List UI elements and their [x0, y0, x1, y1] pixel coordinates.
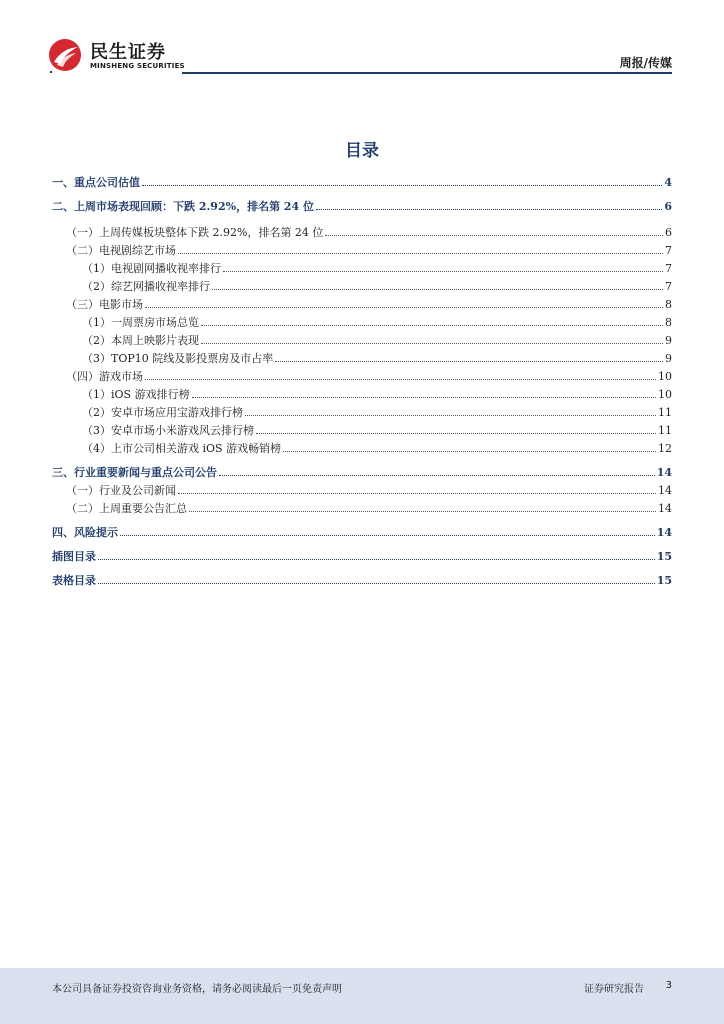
toc-entry[interactable]: [52, 366, 672, 384]
toc-entry-page: 7: [665, 280, 672, 293]
toc-entry-page: 8: [665, 298, 672, 311]
toc-entry-page: 12: [658, 442, 672, 455]
toc-entry[interactable]: [52, 222, 672, 240]
toc-entry-page: 6: [665, 226, 672, 239]
toc-dot-leader: [256, 433, 656, 434]
toc-entry-page: 7: [665, 262, 672, 275]
toc-entry[interactable]: [52, 498, 672, 516]
minsheng-logo-icon: [48, 38, 82, 72]
toc-entry-page: 9: [665, 334, 672, 347]
toc-entry-label: 四、风险提示: [52, 526, 118, 539]
toc-entry-label: （四）游戏市场: [66, 370, 143, 383]
toc-entry[interactable]: [52, 172, 672, 190]
toc-entry[interactable]: [52, 462, 672, 480]
toc-entry-label: （2）安卓市场应用宝游戏排行榜: [82, 406, 243, 419]
toc-entry-label: （一）上周传媒板块整体下跌 2.92%，排名第 24 位: [66, 226, 324, 239]
toc-dot-leader: [316, 209, 662, 210]
page-footer: [0, 968, 724, 1024]
toc-dot-leader: [192, 397, 656, 398]
toc-entry-page: 10: [658, 388, 672, 401]
toc-entry[interactable]: [52, 240, 672, 258]
toc-dot-leader: [98, 583, 655, 584]
toc-entry-page: 14: [656, 526, 672, 539]
toc-entry-label: （1）一周票房市场总览: [82, 316, 199, 329]
header-divider: [182, 72, 672, 74]
toc-entry-page: 7: [665, 244, 672, 257]
toc-entry-label: （3）TOP10 院线及影投票房及市占率: [82, 352, 274, 365]
toc-dot-leader: [212, 289, 663, 290]
toc-entry[interactable]: [52, 570, 672, 588]
toc-entry-label: 三、行业重要新闻与重点公司公告: [52, 466, 217, 479]
toc-entry-label: （2）综艺网播收视率排行: [82, 280, 210, 293]
page-header: [0, 0, 724, 76]
toc-dot-leader: [178, 253, 663, 254]
toc-entry-page: 11: [658, 424, 672, 437]
brand-name-english: MINSHENG SECURITIES: [90, 62, 185, 70]
toc-entry-label: 插图目录: [52, 550, 96, 563]
toc-dot-leader: [178, 493, 656, 494]
brand-name: 民生证券: [90, 42, 166, 63]
toc-dot-leader: [223, 271, 663, 272]
toc-entry-label: （二）上周重要公告汇总: [66, 502, 187, 515]
header-dot: [50, 71, 52, 73]
toc-entry-page: 4: [664, 176, 672, 189]
toc-entry[interactable]: [52, 384, 672, 402]
toc-entry[interactable]: [52, 312, 672, 330]
toc-entry-page: 9: [665, 352, 672, 365]
toc-dot-leader: [283, 451, 656, 452]
toc-entry-label: （一）行业及公司新闻: [66, 484, 176, 497]
footer-page-number: 3: [665, 980, 672, 991]
toc-entry-page: 11: [658, 406, 672, 419]
toc-entry[interactable]: [52, 438, 672, 456]
toc-entry-label: （2）本周上映影片表现: [82, 334, 199, 347]
toc-entry-label: 表格目录: [52, 574, 96, 587]
toc-entry-label: （1）电视剧网播收视率排行: [82, 262, 221, 275]
toc-dot-leader: [201, 343, 663, 344]
toc-dot-leader: [145, 379, 656, 380]
toc-dot-leader: [275, 361, 663, 362]
toc-dot-leader: [219, 475, 655, 476]
footer-disclaimer: 本公司具备证券投资咨询业务资格，请务必阅读最后一页免责声明: [52, 984, 342, 995]
toc-entry-label: （3）安卓市场小米游戏风云排行榜: [82, 424, 254, 437]
toc-entry-page: 14: [658, 484, 672, 497]
report-type: 周报/传媒: [619, 56, 672, 70]
toc-entry[interactable]: [52, 196, 672, 214]
toc-title: 目录: [345, 141, 379, 161]
toc-entry-label: 二、上周市场表现回顾：下跌 2.92%，排名第 24 位: [52, 200, 315, 213]
toc-entry[interactable]: [52, 522, 672, 540]
toc-entry-page: 14: [656, 466, 672, 479]
toc-entry[interactable]: [52, 276, 672, 294]
toc-entry-page: 10: [658, 370, 672, 383]
toc-entry-page: 8: [665, 316, 672, 329]
toc-entry-label: 一、重点公司估值: [52, 176, 140, 189]
toc-dot-leader: [325, 235, 663, 236]
toc-entry[interactable]: [52, 294, 672, 312]
toc-entry[interactable]: [52, 546, 672, 564]
toc-entry[interactable]: [52, 330, 672, 348]
toc-entry[interactable]: [52, 480, 672, 498]
toc-entry-page: 14: [658, 502, 672, 515]
toc-dot-leader: [189, 511, 656, 512]
toc-entry-label: （4）上市公司相关游戏 iOS 游戏畅销榜: [82, 442, 282, 455]
toc-dot-leader: [98, 559, 655, 560]
toc-dot-leader: [201, 325, 663, 326]
toc-entry-label: （二）电视剧综艺市场: [66, 244, 176, 257]
toc-dot-leader: [145, 307, 663, 308]
toc-dot-leader: [142, 185, 662, 186]
footer-doc-type: 证券研究报告: [584, 984, 644, 995]
toc-entry[interactable]: [52, 420, 672, 438]
toc-entry-page: 15: [656, 550, 672, 563]
toc-entry[interactable]: [52, 258, 672, 276]
toc-entry-page: 6: [664, 200, 672, 213]
toc-entry[interactable]: [52, 348, 672, 366]
toc-entry-page: 15: [656, 574, 672, 587]
toc-entry-label: （1）iOS 游戏排行榜: [82, 388, 190, 401]
toc-dot-leader: [245, 415, 656, 416]
toc-entry[interactable]: [52, 402, 672, 420]
toc-dot-leader: [120, 535, 655, 536]
toc-entry-label: （三）电影市场: [66, 298, 143, 311]
